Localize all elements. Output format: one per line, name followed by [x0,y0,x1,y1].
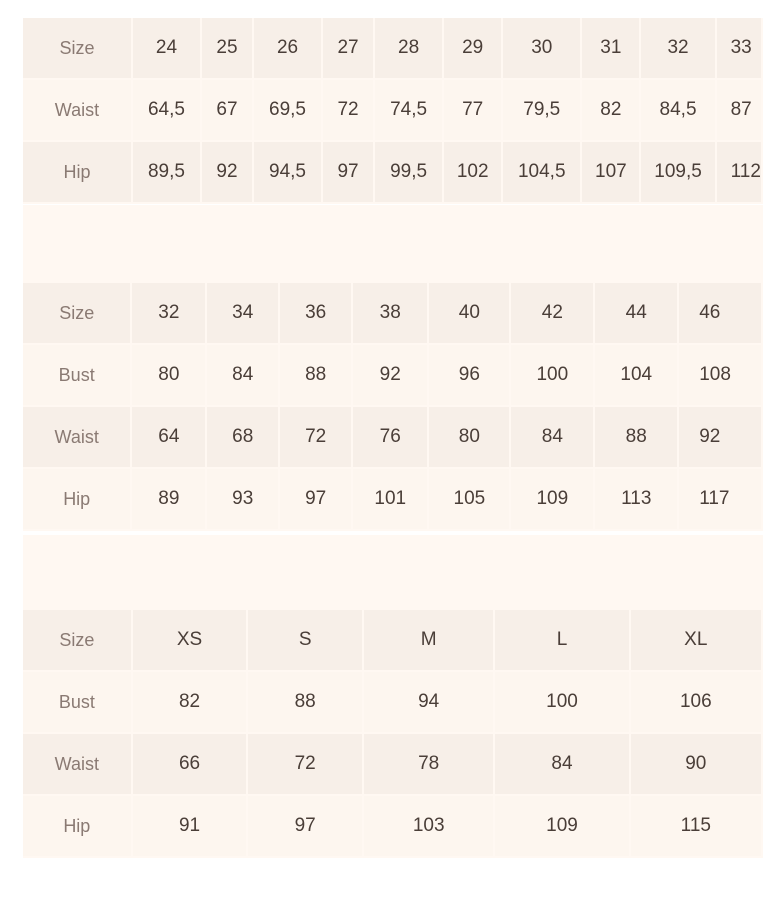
cell: 30 [503,18,580,78]
cell: 115 [631,796,761,856]
cell: 103 [364,796,493,856]
cell: 78 [364,734,493,794]
cell: 66 [133,734,247,794]
spacer [23,535,763,610]
size-table-3 [23,610,763,858]
row-label: Hip [23,469,130,529]
cell: 112 [717,142,761,202]
row-label: Size [23,283,130,343]
row-label: Hip [23,796,131,856]
cell: 80 [429,407,509,467]
table-row [23,734,761,794]
cell: 64 [132,407,205,467]
cell: 67 [202,80,252,140]
cell: 82 [133,672,247,732]
cell: 27 [323,18,373,78]
cell: 100 [511,345,593,405]
cell: 104 [595,345,677,405]
table-row [23,345,761,405]
cell: 94 [364,672,493,732]
cell: 77 [444,80,501,140]
cell: 101 [353,469,427,529]
cell: 76 [353,407,427,467]
cell: M [364,610,493,670]
cell: 88 [280,345,351,405]
cell: 105 [429,469,509,529]
cell: 72 [280,407,351,467]
cell: 99,5 [375,142,442,202]
cell: 79,5 [503,80,580,140]
table [23,18,763,204]
cell: 109 [495,796,628,856]
table-row [23,80,761,140]
cell: 32 [132,283,205,343]
cell: 24 [133,18,200,78]
table-row [23,469,761,529]
spacer [23,205,763,283]
cell: 94,5 [254,142,321,202]
cell: 90 [631,734,761,794]
cell: 32 [641,18,714,78]
row-label: Waist [23,407,130,467]
size-table-1 [23,18,763,204]
cell: 44 [595,283,677,343]
table-row [23,407,761,467]
cell: 97 [248,796,362,856]
cell: 97 [323,142,373,202]
cell: 64,5 [133,80,200,140]
row-label: Hip [23,142,131,202]
cell: 109,5 [641,142,714,202]
cell: 117 [679,469,761,529]
cell: S [248,610,362,670]
cell: 68 [207,407,278,467]
cell: 84,5 [641,80,714,140]
cell: 109 [511,469,593,529]
cell: 100 [495,672,628,732]
size-table-2 [23,283,763,531]
cell: 106 [631,672,761,732]
cell: 104,5 [503,142,580,202]
cell: 102 [444,142,501,202]
table-row [23,610,761,670]
cell: 97 [280,469,351,529]
cell: 84 [495,734,628,794]
table-row [23,672,761,732]
table-row [23,796,761,856]
cell: 74,5 [375,80,442,140]
cell: 40 [429,283,509,343]
cell: 92 [353,345,427,405]
cell: XL [631,610,761,670]
row-label: Waist [23,734,131,794]
row-label: Bust [23,345,130,405]
cell: 89,5 [133,142,200,202]
cell: 96 [429,345,509,405]
table-row [23,18,761,78]
cell: 108 [679,345,761,405]
cell: 72 [248,734,362,794]
cell: 107 [582,142,639,202]
cell: 80 [132,345,205,405]
row-label: Waist [23,80,131,140]
cell: 42 [511,283,593,343]
cell: 92 [679,407,761,467]
cell: 92 [202,142,252,202]
cell: 88 [248,672,362,732]
cell: L [495,610,628,670]
cell: 69,5 [254,80,321,140]
cell: 34 [207,283,278,343]
cell: 87 [717,80,761,140]
cell: 28 [375,18,442,78]
cell: 29 [444,18,501,78]
table [23,610,763,858]
cell: 25 [202,18,252,78]
cell: 93 [207,469,278,529]
cell: 38 [353,283,427,343]
table [23,283,763,531]
cell: 89 [132,469,205,529]
cell: 113 [595,469,677,529]
cell: 36 [280,283,351,343]
row-label: Size [23,18,131,78]
cell: 26 [254,18,321,78]
cell: 88 [595,407,677,467]
cell: 82 [582,80,639,140]
cell: 31 [582,18,639,78]
row-label: Bust [23,672,131,732]
cell: 91 [133,796,247,856]
cell: 33 [717,18,761,78]
cell: 46 [679,283,761,343]
cell: 84 [511,407,593,467]
cell: 72 [323,80,373,140]
row-label: Size [23,610,131,670]
cell: 84 [207,345,278,405]
table-row [23,142,761,202]
table-row [23,283,761,343]
cell: XS [133,610,247,670]
